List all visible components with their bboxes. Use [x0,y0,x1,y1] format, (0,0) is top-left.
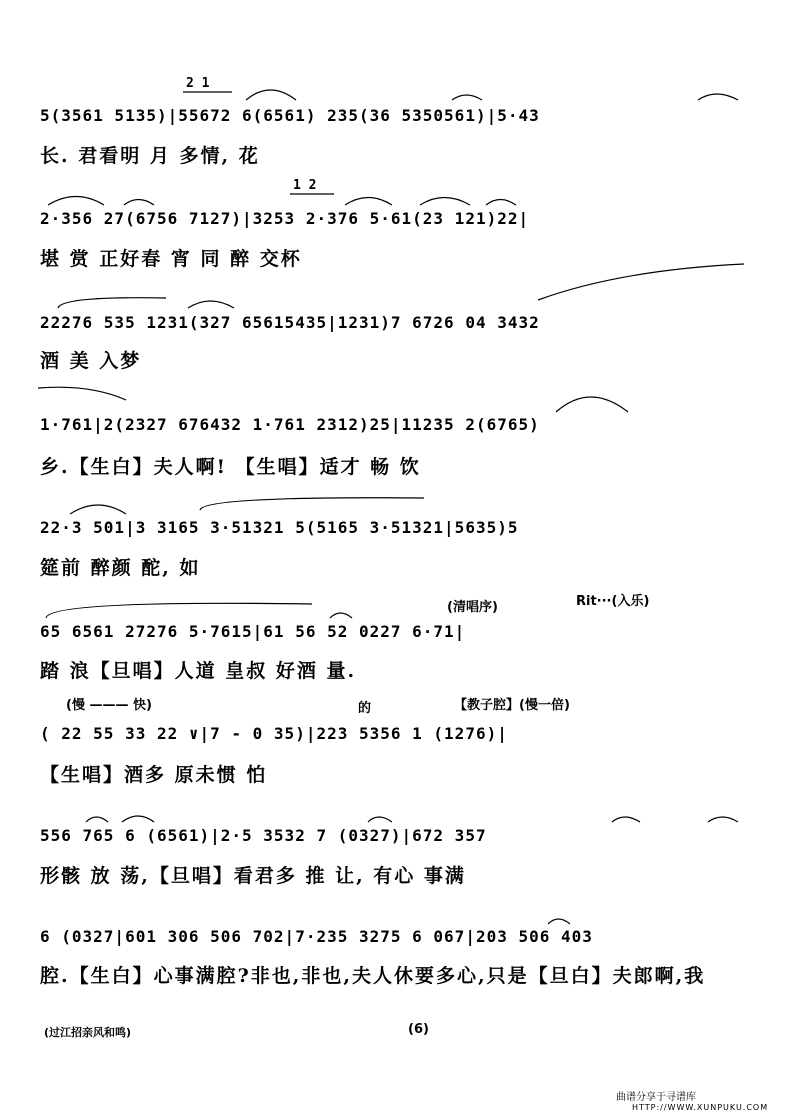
slur-5 [124,200,154,206]
system-4-lyrics: 乡.【生白】夫人啊! 【生唱】适才 畅 饮 [40,456,421,478]
slur-10 [188,301,234,308]
slur-13 [556,397,628,412]
slur-23 [548,919,570,924]
slur-1 [246,90,296,100]
system-3-notes: 22276 535 1231(327 65615435|1231)7 6726 04 3432 [40,313,540,332]
slur-9 [58,298,166,308]
system-4-notes: 1·761|2(2327 676432 1·761 2312)25|11235 2(6765) [40,415,540,434]
slur-18 [86,817,108,822]
system-6-lyrics: 踏 浪【旦唱】人道 皇叔 好酒 量. [40,660,357,682]
system-7-lyrics: 【生唱】酒多 原未惯 怕 [40,764,268,786]
system-8-notes: 556 765 6 (6561)|2·5 3532 7 (0327)|672 357 [40,826,487,845]
footer-title: (过江招亲风和鸣) [44,1026,132,1039]
system-5-notes: 22·3 501|3 3165 3·51321 5(5165 3·51321|5635)5 [40,518,519,537]
rit-mark: Rit···(入乐) [576,594,650,609]
system-2-notes: 2·356 27(6756 7127)|3253 2·376 5·61(23 121)22| [40,209,530,228]
volta-bracket-1: 2 1 [186,76,210,91]
slur-2 [452,95,482,100]
system-2-lyrics: 堪 赏 正好春 宵 同 醉 交杯 [40,248,302,270]
watermark-line-1: 曲谱分享于寻谱库 [616,1092,696,1103]
slur-4 [48,197,104,206]
volta-bracket-2: 1 2 [293,178,317,193]
system-7-notes: ( 22 55 33 22 ∨|7 - 0 35)|223 5356 1 (1276)| [40,724,508,743]
system-6-notes: 65 6561 27276 5·7615|61 56 52 0227 6·71| [40,622,466,641]
system-8-lyrics: 形骸 放 荡,【旦唱】看君多 推 让, 有心 事满 [40,865,466,887]
slur-22 [708,817,738,822]
slur-12 [38,387,126,400]
de-mark: 的 [358,701,372,716]
system-9-notes: 6 (0327|601 306 506 702|7·235 3275 6 067|203 506 403 [40,927,593,946]
slur-15 [200,498,424,510]
slur-17 [330,613,352,618]
tempo-mark: (慢 ——— 快) [66,698,152,713]
slur-16 [46,603,312,618]
system-1-lyrics: 长. 君看明 月 多情, 花 [40,145,260,167]
slur-3 [698,94,738,100]
slur-21 [612,817,640,822]
jiaozi-mark: 【教子腔】(慢一倍) [454,698,570,713]
qingchangxu-mark: (清唱序) [447,600,498,615]
slur-8 [486,200,516,206]
slur-7 [420,198,470,206]
watermark-line-2: HTTP://WWW.XUNPUKU.COM [632,1103,769,1112]
system-9-lyrics: 腔.【生白】心事满腔?非也,非也,夫人休要多心,只是【旦白】夫郎啊,我 [40,965,706,987]
slur-20 [368,817,392,822]
slur-19 [122,816,154,822]
system-1-notes: 5(3561 5135)|55672 6(6561) 235(36 5350561)|5·43 [40,106,540,125]
system-3-lyrics: 酒 美 入梦 [40,350,142,372]
slur-11 [538,264,744,300]
system-5-lyrics: 筵前 醉颜 酡, 如 [40,557,201,579]
page-number: (6) [408,1022,429,1037]
slur-6 [345,198,392,206]
slur-14 [70,505,126,514]
